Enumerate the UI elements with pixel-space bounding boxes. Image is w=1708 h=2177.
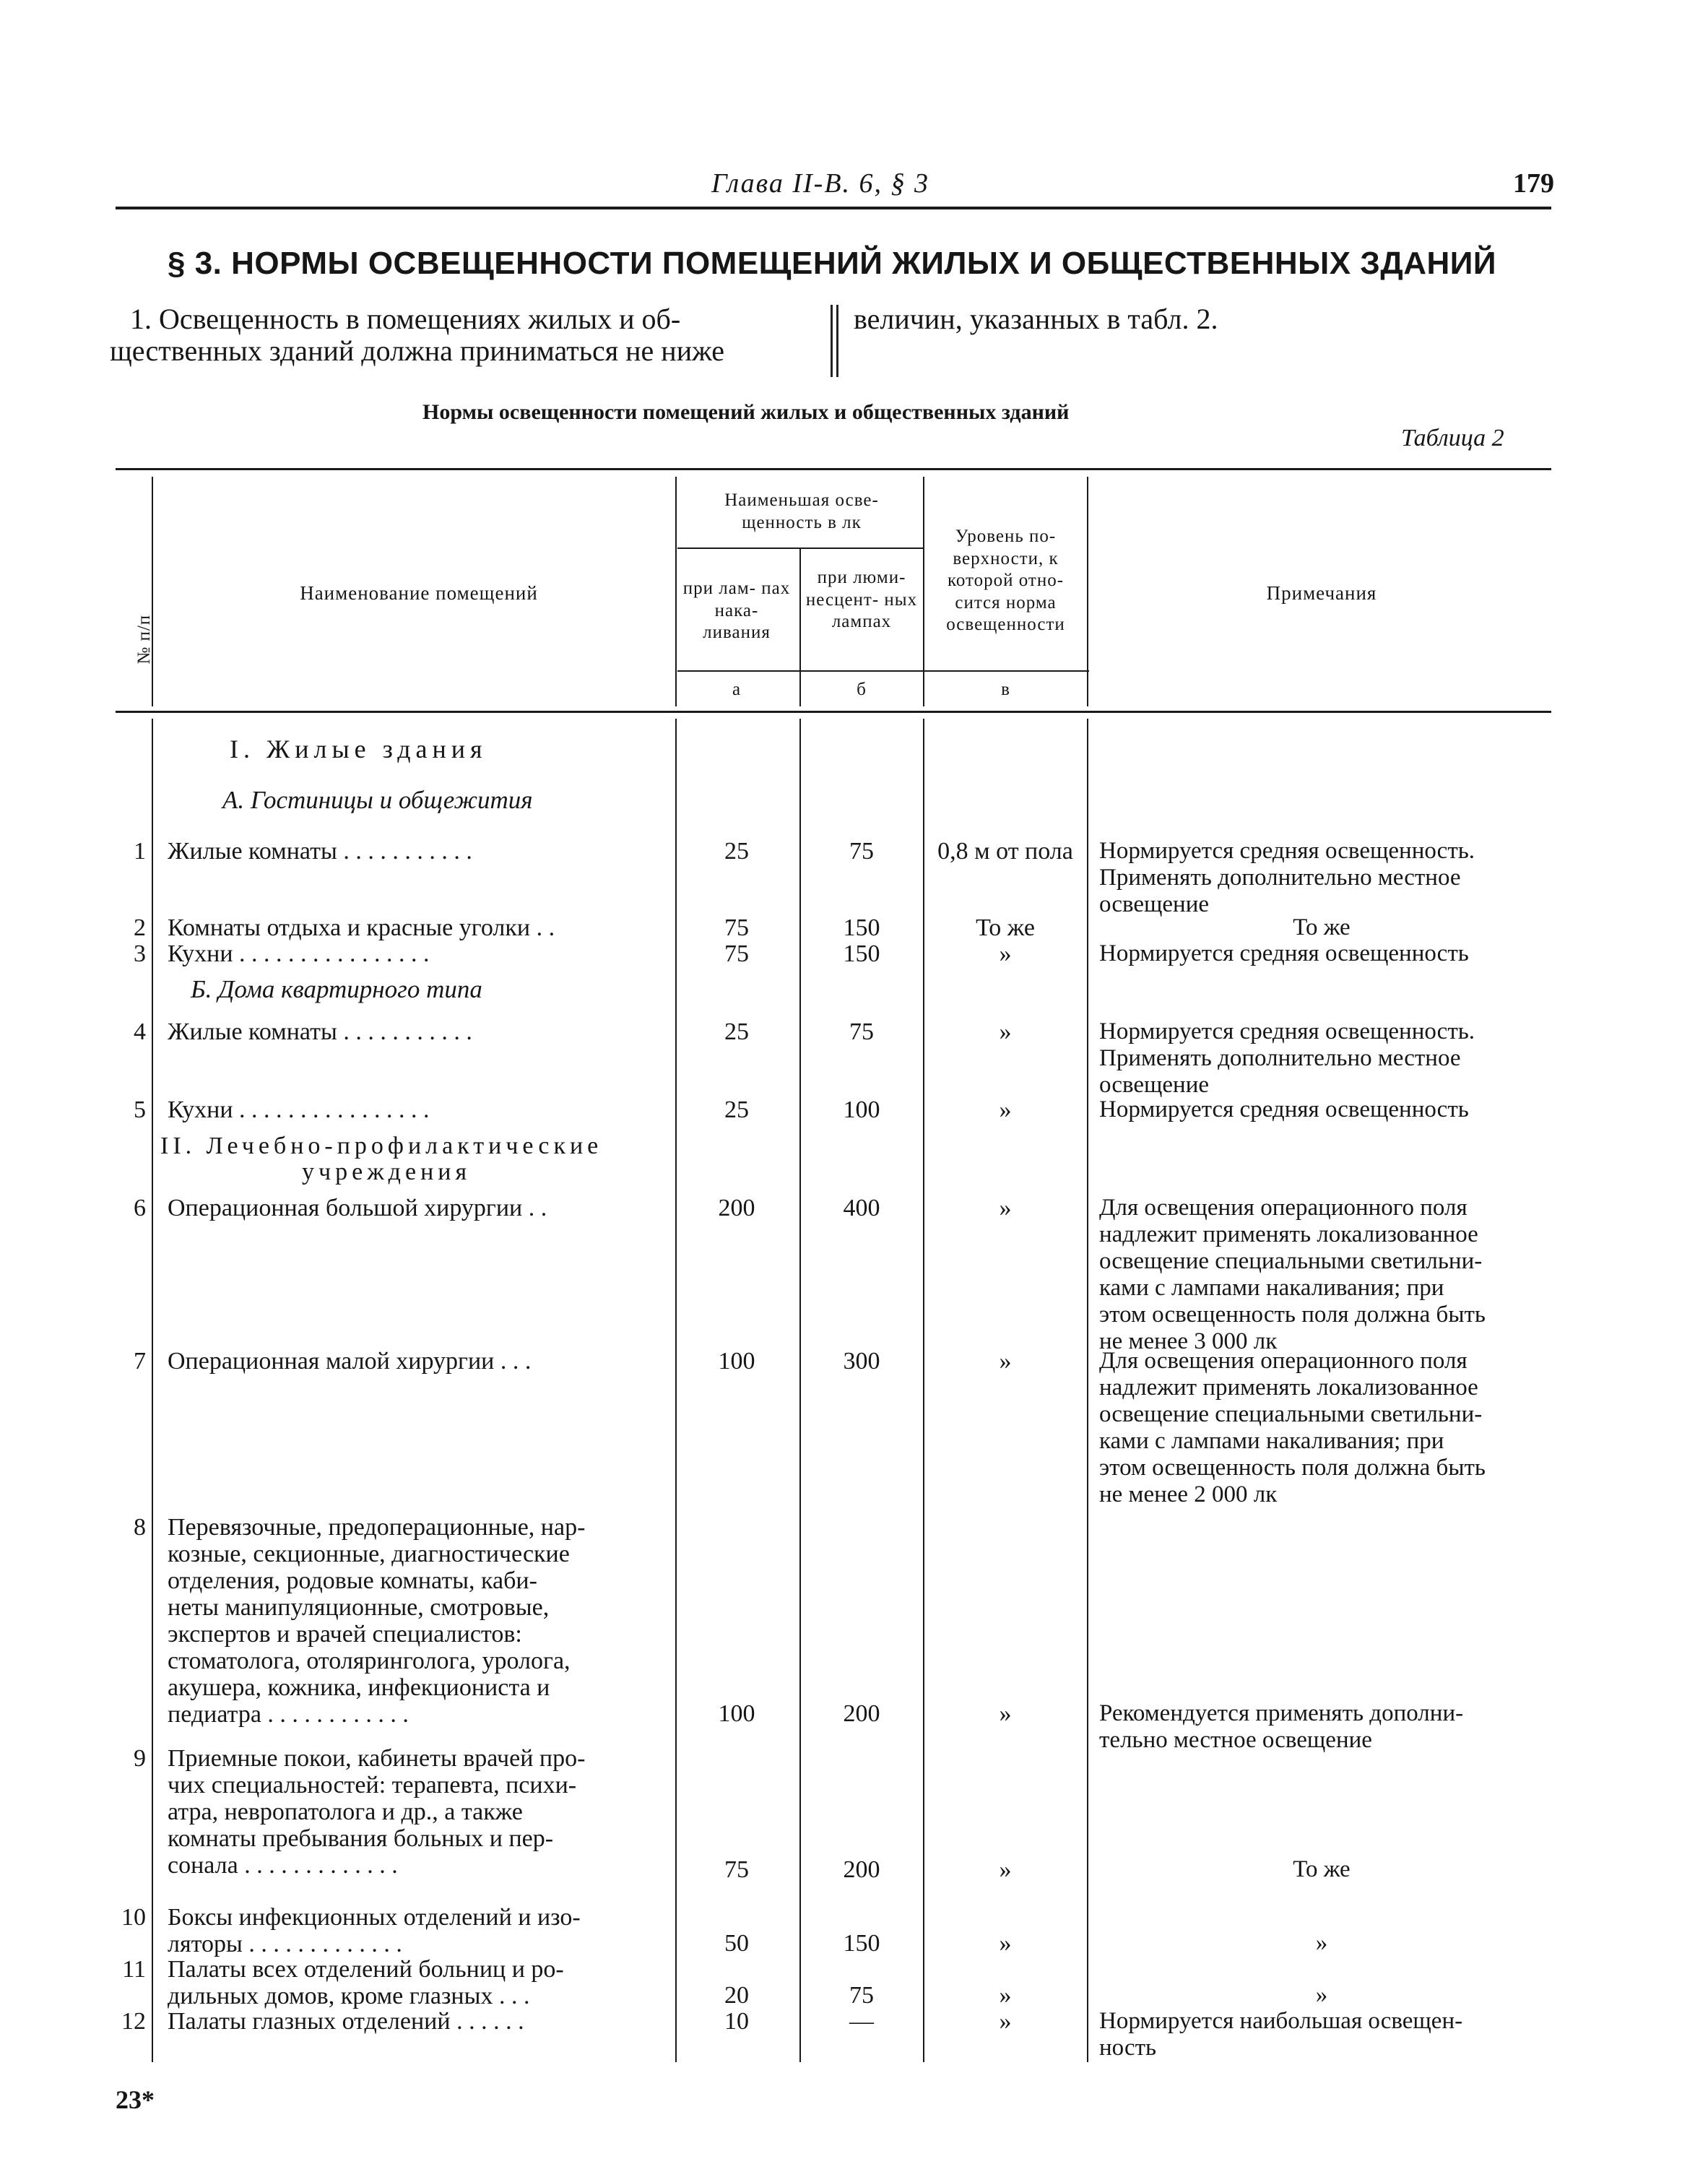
intro-line-3: величин, указанных в табл. 2.	[854, 303, 1218, 335]
table-caption: Нормы освещенности помещений жилых и общественных зданий	[422, 400, 1070, 424]
surface-level: »	[999, 2008, 1012, 2035]
table-number: Таблица 2	[1401, 425, 1504, 451]
value-fluorescent: 75	[849, 1982, 874, 2009]
room-name: Палаты всех отделений больниц и ро-	[168, 1956, 564, 1983]
value-fluorescent: 100	[843, 1096, 880, 1123]
room-name: стоматолога, отоляринголога, уролога,	[168, 1648, 571, 1674]
note-line: Нормируется средняя освещенность	[1099, 940, 1469, 966]
note-line: Нормируется средняя освещенность	[1099, 1096, 1469, 1122]
value-incandescent: 75	[724, 914, 749, 941]
surface-level: »	[999, 1930, 1012, 1957]
room-name: Жилые комнаты . . . . . . . . . . .	[168, 1018, 472, 1045]
note-line: То же	[1293, 1856, 1351, 1882]
note-line: Для освещения операционного поля	[1099, 1195, 1468, 1221]
value-fluorescent: 150	[843, 1930, 880, 1957]
note-line: Применять дополнительно местное	[1099, 865, 1461, 891]
room-name: Боксы инфекционных отделений и изо-	[168, 1904, 581, 1931]
surface-level: »	[999, 1018, 1012, 1045]
room-name: экспертов и врачей специалистов:	[168, 1621, 522, 1648]
header-subrule	[677, 670, 1089, 672]
group-title: II. Лечебно-профилактические	[160, 1133, 603, 1159]
row-number: 12	[121, 2008, 146, 2035]
column-rule	[1087, 477, 1088, 706]
room-name: ляторы . . . . . . . . . . . . .	[168, 1931, 402, 1957]
room-name: Палаты глазных отделений . . . . . .	[168, 2008, 524, 2035]
room-name: Комнаты отдыха и красные уголки . .	[168, 914, 555, 941]
section-title: § 3. НОРМЫ ОСВЕЩЕННОСТИ ПОМЕЩЕНИЙ ЖИЛЫХ И ОБЩЕСТВЕННЫХ ЗДАНИЙ	[168, 246, 1496, 281]
room-name: Операционная малой хирургии . . .	[168, 1348, 532, 1375]
room-name: чих специальностей: терапевта, психи-	[168, 1772, 577, 1799]
room-name: дильных домов, кроме глазных . . .	[168, 1983, 530, 2009]
value-fluorescent: 75	[849, 1018, 874, 1045]
value-fluorescent: 400	[843, 1195, 880, 1221]
value-incandescent: 200	[718, 1195, 755, 1221]
column-rule	[923, 719, 924, 2062]
value-fluorescent: 75	[849, 838, 874, 865]
note-line: Для освещения операционного поля	[1099, 1348, 1468, 1374]
row-number: 9	[134, 1745, 146, 1772]
room-name: атра, невропатолога и др., а также	[168, 1799, 523, 1825]
value-incandescent: 25	[724, 838, 749, 865]
value-fluorescent: 150	[843, 914, 880, 941]
column-rule	[799, 719, 801, 2062]
group-title: учреждения	[302, 1159, 472, 1185]
surface-level: »	[999, 1096, 1012, 1123]
value-incandescent: 25	[724, 1096, 749, 1123]
row-number: 11	[122, 1956, 146, 1983]
value-incandescent: 75	[724, 940, 749, 967]
intro-line-2: щественных зданий должна приниматься не ниже	[110, 334, 724, 367]
row-number: 1	[134, 838, 146, 865]
room-name: неты манипуляционные, смотровые,	[168, 1594, 550, 1621]
note-line: ками с лампами накаливания; при	[1099, 1275, 1444, 1301]
row-number: 2	[134, 914, 146, 941]
row-number: 7	[134, 1348, 146, 1375]
surface-level: То же	[976, 914, 1035, 941]
row-number: 8	[134, 1514, 146, 1541]
surface-level: »	[999, 1856, 1012, 1883]
room-name: акушера, кожника, инфекциониста и	[168, 1674, 550, 1701]
room-name: Перевязочные, предоперационные, нар-	[168, 1514, 586, 1541]
note-line: »	[1315, 1930, 1328, 1956]
subgroup-title: А. Гостиницы и общежития	[222, 786, 533, 814]
value-incandescent: 75	[724, 1856, 749, 1883]
room-name: Жилые комнаты . . . . . . . . . . .	[168, 838, 472, 865]
header-fluorescent: при люми- несцент- ных лампах	[805, 568, 918, 631]
page-number: 179	[1513, 168, 1554, 199]
group-title: I. Жилые здания	[230, 735, 487, 763]
surface-level: »	[999, 1982, 1012, 2009]
table-top-rule	[116, 468, 1551, 470]
room-name: козные, секционные, диагностические	[168, 1541, 570, 1567]
header-sub-v: в	[1001, 680, 1010, 699]
value-incandescent: 10	[724, 2008, 749, 2035]
note-line: освещение специальными светильни-	[1099, 1248, 1483, 1274]
note-line: Нормируется наибольшая освещен-	[1099, 2008, 1463, 2034]
note-line: »	[1315, 1982, 1328, 2008]
row-number: 3	[134, 940, 146, 967]
surface-level: »	[999, 1195, 1012, 1221]
signature-mark: 23*	[116, 2085, 155, 2114]
header-sub-a: а	[732, 680, 742, 699]
column-rule	[152, 719, 153, 2062]
note-line: не менее 2 000 лк	[1099, 1481, 1278, 1507]
room-name: комнаты пребывания больных и пер-	[168, 1825, 554, 1852]
column-divider	[836, 305, 838, 377]
value-incandescent: 25	[724, 1018, 749, 1045]
note-line: не менее 3 000 лк	[1099, 1328, 1278, 1354]
room-name: Операционная большой хирургии . .	[168, 1195, 547, 1221]
note-line: ками с лампами накаливания; при	[1099, 1428, 1444, 1454]
surface-level: 0,8 м от пола	[937, 838, 1073, 865]
value-fluorescent: 150	[843, 940, 880, 967]
table-header-rule	[116, 711, 1551, 713]
note-line: Нормируется средняя освещенность.	[1099, 838, 1475, 864]
note-line: этом освещенность поля должна быть	[1099, 1455, 1486, 1481]
note-line: этом освещенность поля должна быть	[1099, 1302, 1486, 1328]
header-sub-b: б	[857, 680, 867, 699]
header-min-illuminance: Наименьшая осве- щенность в лк	[724, 490, 879, 532]
surface-level: »	[999, 1348, 1012, 1375]
note-line: тельно местное освещение	[1099, 1727, 1372, 1753]
subgroup-title: Б. Дома квартирного типа	[191, 975, 482, 1003]
room-name: Кухни . . . . . . . . . . . . . . . .	[168, 1096, 430, 1123]
note-line: Рекомендуется применять дополни-	[1099, 1700, 1464, 1726]
header-incandescent: при лам- пах нака- ливания	[682, 579, 791, 642]
column-rule	[675, 719, 677, 2062]
note-line: освещение специальными светильни-	[1099, 1401, 1483, 1427]
value-fluorescent: —	[849, 2008, 874, 2035]
value-fluorescent: 200	[843, 1856, 880, 1883]
column-rule	[675, 477, 677, 706]
surface-level: »	[999, 940, 1012, 967]
room-name: отделения, родовые комнаты, каби-	[168, 1567, 537, 1594]
header-name: Наименование помещений	[300, 582, 538, 604]
room-name: педиатра . . . . . . . . . . . .	[168, 1701, 409, 1728]
note-line: ность	[1099, 2035, 1157, 2061]
note-line: надлежит применять локализованное	[1099, 1375, 1478, 1401]
value-incandescent: 100	[718, 1348, 755, 1375]
column-rule	[799, 549, 801, 706]
note-line: То же	[1293, 914, 1351, 940]
value-incandescent: 100	[718, 1700, 755, 1727]
column-divider	[831, 305, 833, 377]
header-surface-level: Уровень по- верхности, к которой отно- сится норма освещенности	[946, 527, 1065, 634]
row-number: 5	[134, 1096, 146, 1123]
value-fluorescent: 200	[843, 1700, 880, 1727]
row-number: 6	[134, 1195, 146, 1221]
header-notes: Примечания	[1266, 582, 1377, 604]
chapter-reference: Глава II-В. 6, § 3	[711, 168, 930, 199]
note-line: Нормируется средняя освещенность.	[1099, 1018, 1475, 1044]
row-number: 10	[121, 1904, 146, 1931]
surface-level: »	[999, 1700, 1012, 1727]
value-incandescent: 50	[724, 1930, 749, 1957]
note-line: надлежит применять локализованное	[1099, 1221, 1478, 1247]
room-name: Приемные покои, кабинеты врачей про-	[168, 1745, 586, 1772]
note-line: освещение	[1099, 891, 1210, 917]
column-rule	[1087, 719, 1088, 2062]
note-line: освещение	[1099, 1072, 1210, 1098]
room-name: сонала . . . . . . . . . . . . .	[168, 1852, 398, 1879]
column-rule	[923, 477, 924, 706]
header-num: № п/п	[134, 614, 154, 665]
value-incandescent: 20	[724, 1982, 749, 2009]
header-rule	[116, 207, 1551, 209]
row-number: 4	[134, 1018, 146, 1045]
value-fluorescent: 300	[843, 1348, 880, 1375]
room-name: Кухни . . . . . . . . . . . . . . . .	[168, 940, 430, 967]
note-line: Применять дополнительно местное	[1099, 1045, 1461, 1071]
intro-line-1: 1. Освещенность в помещениях жилых и об-	[130, 303, 681, 335]
